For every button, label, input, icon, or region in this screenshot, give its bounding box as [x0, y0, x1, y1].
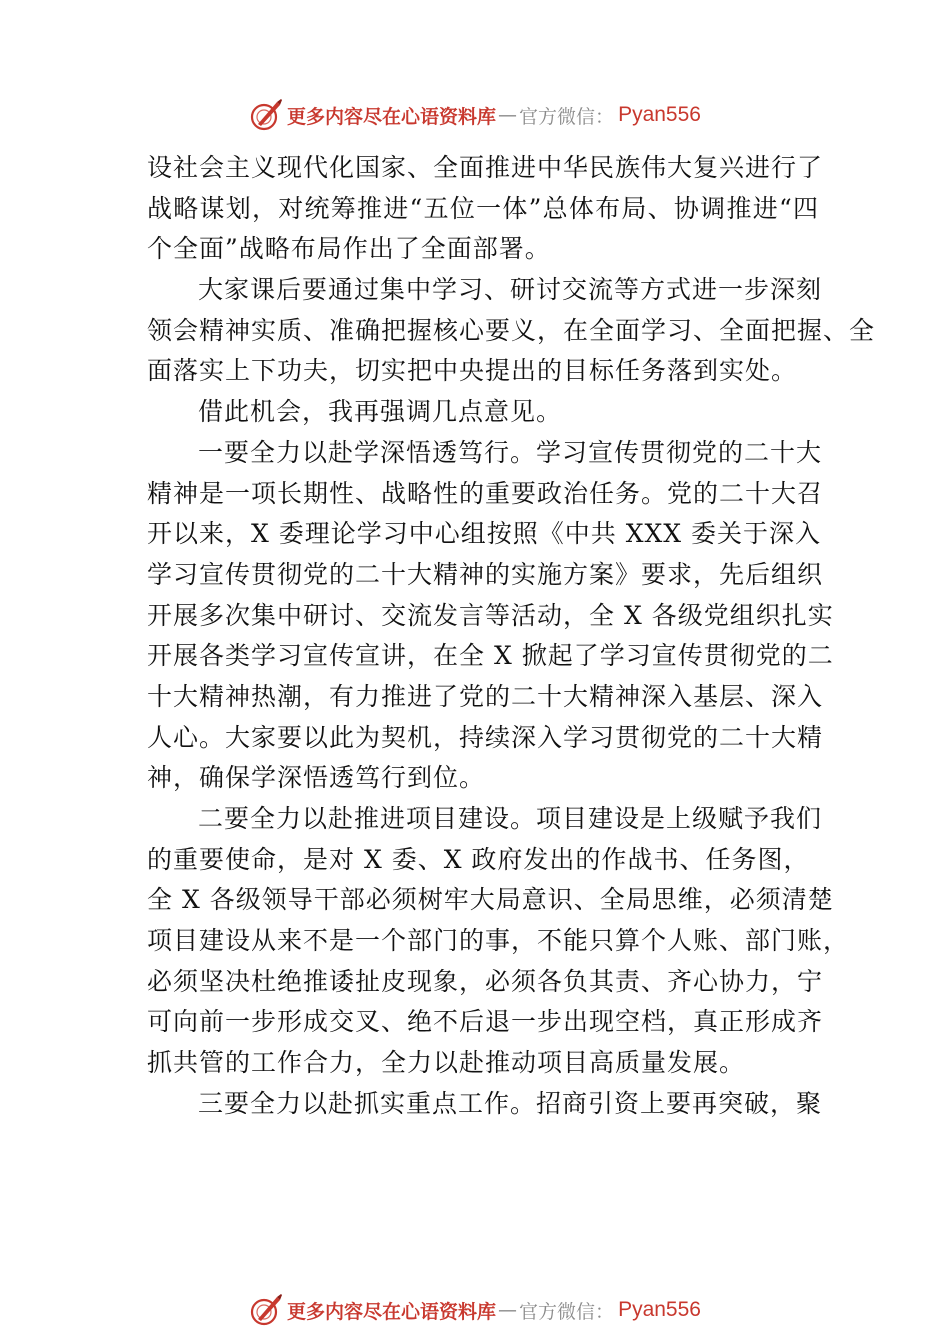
banner-separator: —	[498, 1299, 518, 1321]
brush-logo-icon	[249, 98, 283, 132]
text-line: 项目建设从来不是一个部门的事，不能只算个人账、部门账，	[147, 926, 850, 956]
text-line: 开展多次集中研讨、交流发言等活动，全 X 各级党组织扎实	[147, 600, 834, 630]
text-line: 借此机会，我再强调几点意见。	[198, 397, 563, 427]
banner-wechat-id: Pyan556	[618, 1298, 701, 1321]
text-line: 个全面”战略布局作出了全面部署。	[147, 234, 551, 264]
text-line: 可向前一步形成交叉、绝不后退一步出现空档，真正形成齐	[147, 1007, 824, 1037]
text-line: 一要全力以赴学深悟透笃行。学习宣传贯彻党的二十大	[198, 437, 823, 467]
text-line: 神，确保学深悟透笃行到位。	[147, 763, 486, 793]
footer-banner	[0, 1290, 950, 1330]
banner-separator: —	[498, 104, 518, 126]
text-line: 大家课后要通过集中学习、研讨交流等方式进一步深刻	[198, 275, 823, 305]
text-line: 领会精神实质、准确把握核心要义，在全面学习、全面把握、全	[147, 315, 876, 345]
document-body	[147, 148, 876, 1125]
text-line: 学习宣传贯彻党的二十大精神的实施方案》要求，先后组织	[147, 559, 824, 589]
text-line: 设社会主义现代化国家、全面推进中华民族伟大复兴进行了	[147, 153, 824, 182]
text-line: 二要全力以赴推进项目建设。项目建设是上级赋予我们	[198, 804, 823, 833]
text-line: 面落实上下功夫，切实把中央提出的目标任务落到实处。	[147, 356, 798, 386]
brush-logo-icon	[249, 1293, 283, 1327]
banner-wechat-id: Pyan556	[618, 103, 701, 126]
text-line: 必须坚决杜绝推诿扯皮现象，必须各负其责、齐心协力，宁	[147, 966, 824, 996]
text-line: 战略谋划，对统筹推进“五位一体”总体布局、协调推进“四	[147, 193, 819, 223]
banner-wechat-label: 官方微信：	[519, 105, 615, 128]
text-line: 人心。大家要以此为契机，持续深入学习贯彻党的二十大精	[147, 722, 824, 752]
text-line: 抓共管的工作合力，全力以赴推动项目高质量发展。	[147, 1048, 746, 1078]
text-line: 的重要使命，是对 X 委、X 政府发出的作战书、任务图，	[147, 844, 810, 874]
header-banner	[0, 95, 950, 135]
banner-title: 更多内容尽在心语资料库	[287, 1300, 497, 1323]
text-line: 三要全力以赴抓实重点工作。招商引资上要再突破，聚	[198, 1088, 823, 1118]
text-line: 开以来，X 委理论学习中心组按照《中共 XXX 委关于深入	[147, 519, 822, 549]
text-line: 开展各类学习宣传宣讲，在全 X 掀起了学习宣传贯彻党的二	[147, 641, 834, 671]
banner-title: 更多内容尽在心语资料库	[287, 105, 497, 128]
text-line: 十大精神热潮，有力推进了党的二十大精神深入基层、深入	[147, 681, 824, 711]
text-line: 全 X 各级领导干部必须树牢大局意识、全局思维，必须清楚	[147, 885, 834, 915]
text-line: 精神是一项长期性、战略性的重要政治任务。党的二十大召	[147, 478, 824, 508]
banner-wechat-label: 官方微信：	[519, 1300, 615, 1323]
